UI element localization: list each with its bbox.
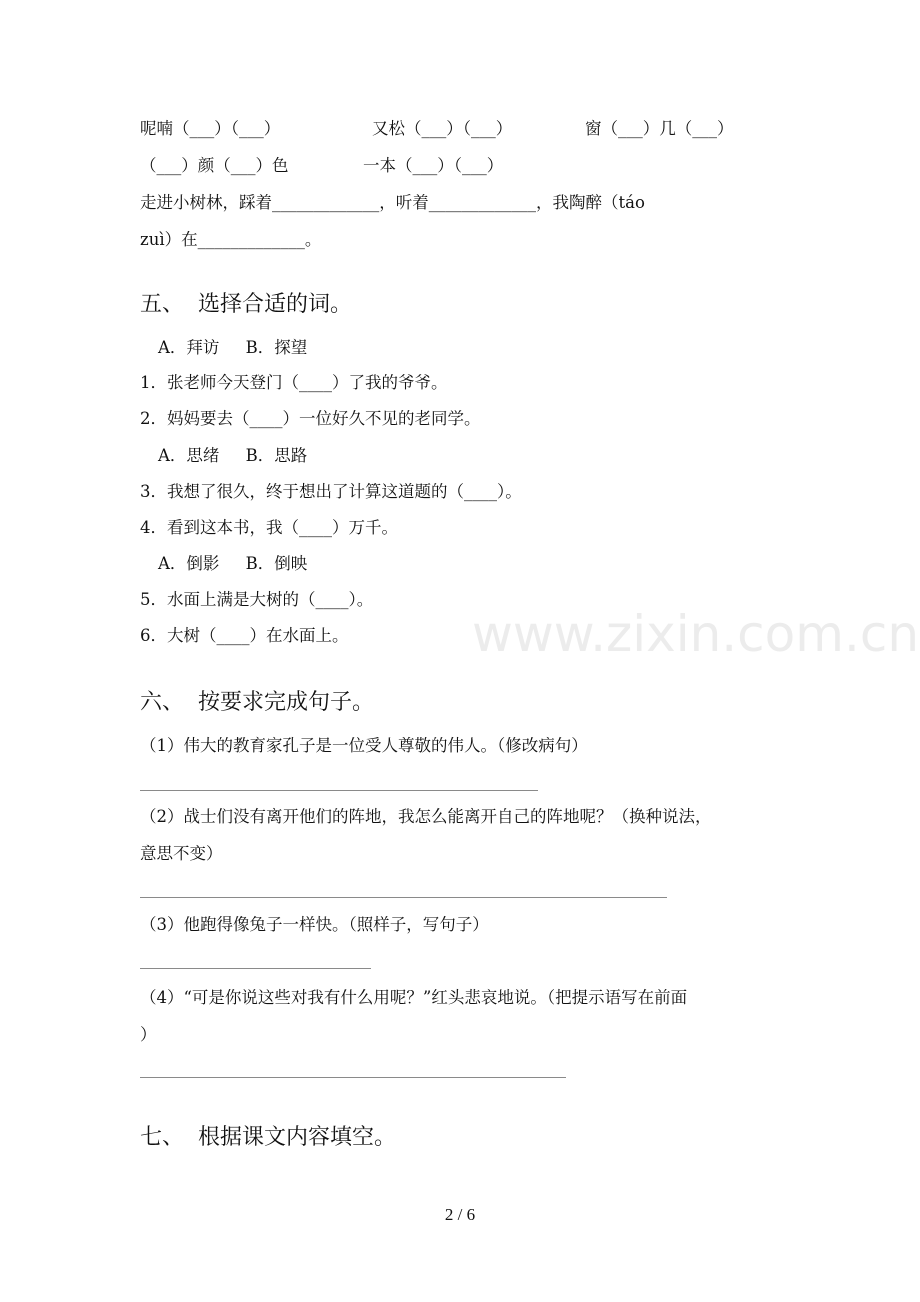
question-4: 4．看到这本书，我（____）万千。 bbox=[140, 518, 398, 537]
question-1: 1．张老师今天登门（____）了我的爷爷。 bbox=[140, 373, 448, 392]
watermark: www.zixin.com.cn bbox=[472, 605, 920, 663]
prompt-2: （2）战士们没有离开他们的阵地，我怎么能离开自己的阵地呢？（换种说法， bbox=[140, 807, 712, 826]
options-1: A．拜访 B．探望 bbox=[158, 338, 308, 357]
answer-line-4[interactable] bbox=[140, 1077, 566, 1078]
fill-row-1c: 窗（___）几（___） bbox=[585, 119, 734, 138]
answer-line-2[interactable] bbox=[140, 897, 667, 898]
fill-row-2a: （___）颜（___）色 bbox=[140, 156, 289, 175]
fill-row-1a: 呢喃（___）（___） bbox=[140, 119, 281, 138]
question-2: 2．妈妈要去（____）一位好久不见的老同学。 bbox=[140, 409, 481, 428]
fill-row-1b: 又松（___）（___） bbox=[372, 119, 513, 138]
section-6-heading: 六、 按要求完成句子。 bbox=[140, 690, 374, 715]
section-5-heading: 五、 选择合适的词。 bbox=[140, 292, 352, 317]
page-number: 2 / 6 bbox=[444, 1205, 476, 1224]
prompt-1: （1）伟大的教育家孔子是一位受人尊敬的伟人。（修改病句） bbox=[140, 736, 588, 755]
prompt-4: （4）“可是你说这些对我有什么用呢？”红头悲哀地说。（把提示语写在前面 bbox=[140, 988, 688, 1007]
question-6: 6．大树（____）在水面上。 bbox=[140, 626, 349, 645]
answer-line-3[interactable] bbox=[140, 968, 371, 969]
question-3: 3．我想了很久，终于想出了计算这道题的（____）。 bbox=[140, 482, 522, 501]
options-3: A．倒影 B．倒映 bbox=[158, 554, 308, 573]
prompt-3: （3）他跑得像兔子一样快。（照样子，写句子） bbox=[140, 915, 489, 934]
section-7-heading: 七、 根据课文内容填空。 bbox=[140, 1125, 396, 1150]
fill-sentence-cont: zuì）在_____________。 bbox=[140, 230, 322, 249]
options-2: A．思绪 B．思路 bbox=[158, 446, 308, 465]
answer-line-1[interactable] bbox=[140, 790, 538, 791]
prompt-4-cont: ） bbox=[140, 1025, 157, 1044]
fill-sentence: 走进小树林，踩着_____________，听着_____________，我陶醉（táo bbox=[140, 193, 645, 212]
fill-row-2b: 一本（___）（___） bbox=[363, 156, 504, 175]
question-5: 5．水面上满是大树的（____）。 bbox=[140, 590, 374, 609]
prompt-2-cont: 意思不变） bbox=[140, 844, 223, 863]
